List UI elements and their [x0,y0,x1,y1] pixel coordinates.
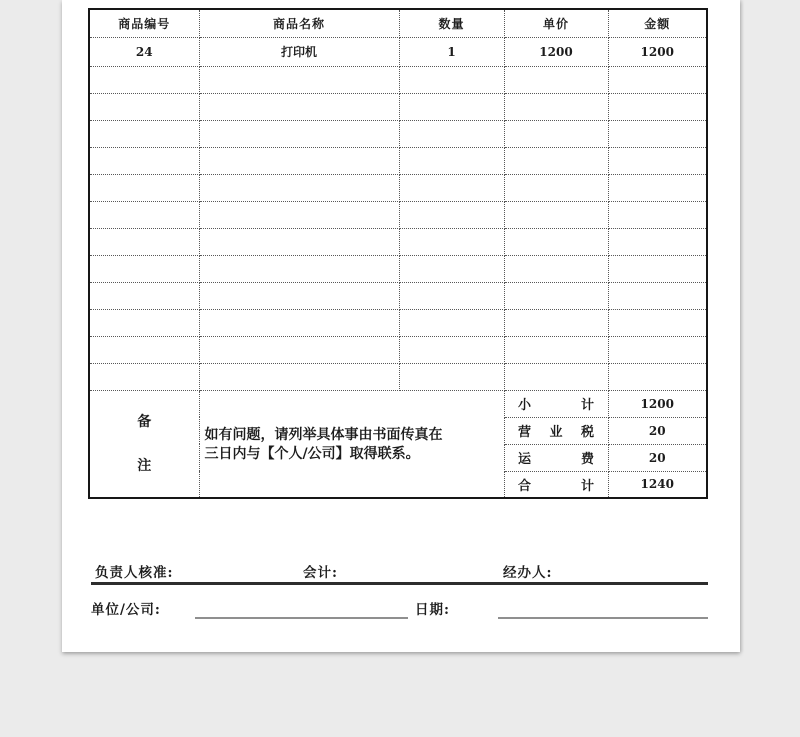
empty-cell [399,93,504,120]
empty-cell [504,282,608,309]
empty-cell [199,66,399,93]
empty-cell [504,363,608,390]
tax-label: 营业税 [504,417,608,444]
empty-cell [399,255,504,282]
empty-cell [199,336,399,363]
summary-section [89,390,707,498]
empty-cell [199,93,399,120]
empty-cell [89,363,199,390]
empty-cell [89,309,199,336]
remarks-label-text: 备注 [137,413,152,474]
handler-label: 经办人: [503,565,553,581]
empty-cell [199,147,399,174]
empty-cell [608,93,707,120]
empty-cell [504,201,608,228]
empty-cell [608,228,707,255]
empty-cell [504,255,608,282]
subtotal-label: 小计 [504,390,608,417]
empty-row [89,228,707,255]
empty-row [89,282,707,309]
company-label: 单位/公司: [91,602,161,618]
empty-cell [399,174,504,201]
empty-cell [608,120,707,147]
empty-cell [504,147,608,174]
empty-cell [89,228,199,255]
remarks-text-content: 如有问题，请列举具体事由书面传真在三日内与【个人/公司】取得联系。 [204,427,443,463]
shipping-label: 运费 [504,444,608,471]
empty-cell [89,174,199,201]
empty-cell [608,363,707,390]
empty-cell [608,309,707,336]
empty-row [89,255,707,282]
empty-cell [504,309,608,336]
empty-row [89,93,707,120]
date-fill-line [498,617,708,619]
cell-product-id: 24 [89,37,199,66]
invoice-table [88,8,708,499]
empty-cell [89,120,199,147]
empty-cell [199,255,399,282]
empty-cell [399,363,504,390]
empty-cell [89,282,199,309]
tax-value: 20 [608,417,707,444]
empty-cell [399,120,504,147]
approver-label: 负责人核准: [95,565,174,581]
empty-cell [89,255,199,282]
col-header-amount: 金额 [608,9,707,37]
empty-cell [504,66,608,93]
cell-quantity: 1 [399,37,504,66]
empty-cell [89,336,199,363]
empty-cell [608,66,707,93]
cell-amount: 1200 [608,37,707,66]
remarks-label [89,390,199,498]
empty-cell [199,120,399,147]
empty-cell [608,255,707,282]
empty-cell [608,174,707,201]
col-header-quantity: 数量 [399,9,504,37]
remarks-text [199,390,504,498]
header-row [89,9,707,37]
cell-unit-price: 1200 [504,37,608,66]
document-page [62,0,740,652]
cell-product-name: 打印机 [199,37,399,66]
empty-row [89,336,707,363]
invoice-body [89,37,707,390]
accountant-label: 会计: [303,565,338,581]
empty-cell [199,174,399,201]
empty-row [89,66,707,93]
empty-cell [89,147,199,174]
col-header-product-name: 商品名称 [199,9,399,37]
empty-cell [504,93,608,120]
col-header-product-id: 商品编号 [89,9,199,37]
empty-cell [89,201,199,228]
empty-cell [504,120,608,147]
empty-cell [199,363,399,390]
empty-cell [89,93,199,120]
total-value: 1240 [608,471,707,498]
empty-cell [199,309,399,336]
empty-cell [199,282,399,309]
empty-cell [504,336,608,363]
empty-cell [608,282,707,309]
empty-cell [399,336,504,363]
empty-cell [199,228,399,255]
empty-row [89,363,707,390]
empty-cell [399,66,504,93]
total-label: 合计 [504,471,608,498]
empty-cell [399,147,504,174]
shipping-value: 20 [608,444,707,471]
empty-row [89,147,707,174]
empty-row [89,309,707,336]
empty-cell [608,201,707,228]
date-label: 日期: [415,602,450,618]
empty-cell [399,309,504,336]
signature-line [91,582,708,585]
empty-cell [608,336,707,363]
empty-cell [608,147,707,174]
empty-row [89,120,707,147]
summary-row-subtotal [89,390,707,417]
empty-row [89,174,707,201]
col-header-unit-price: 单价 [504,9,608,37]
empty-cell [89,66,199,93]
empty-cell [399,201,504,228]
table-row [89,37,707,66]
subtotal-value: 1200 [608,390,707,417]
empty-cell [504,228,608,255]
empty-cell [504,174,608,201]
company-fill-line [195,617,408,619]
empty-cell [199,201,399,228]
empty-cell [399,282,504,309]
empty-cell [399,228,504,255]
empty-row [89,201,707,228]
